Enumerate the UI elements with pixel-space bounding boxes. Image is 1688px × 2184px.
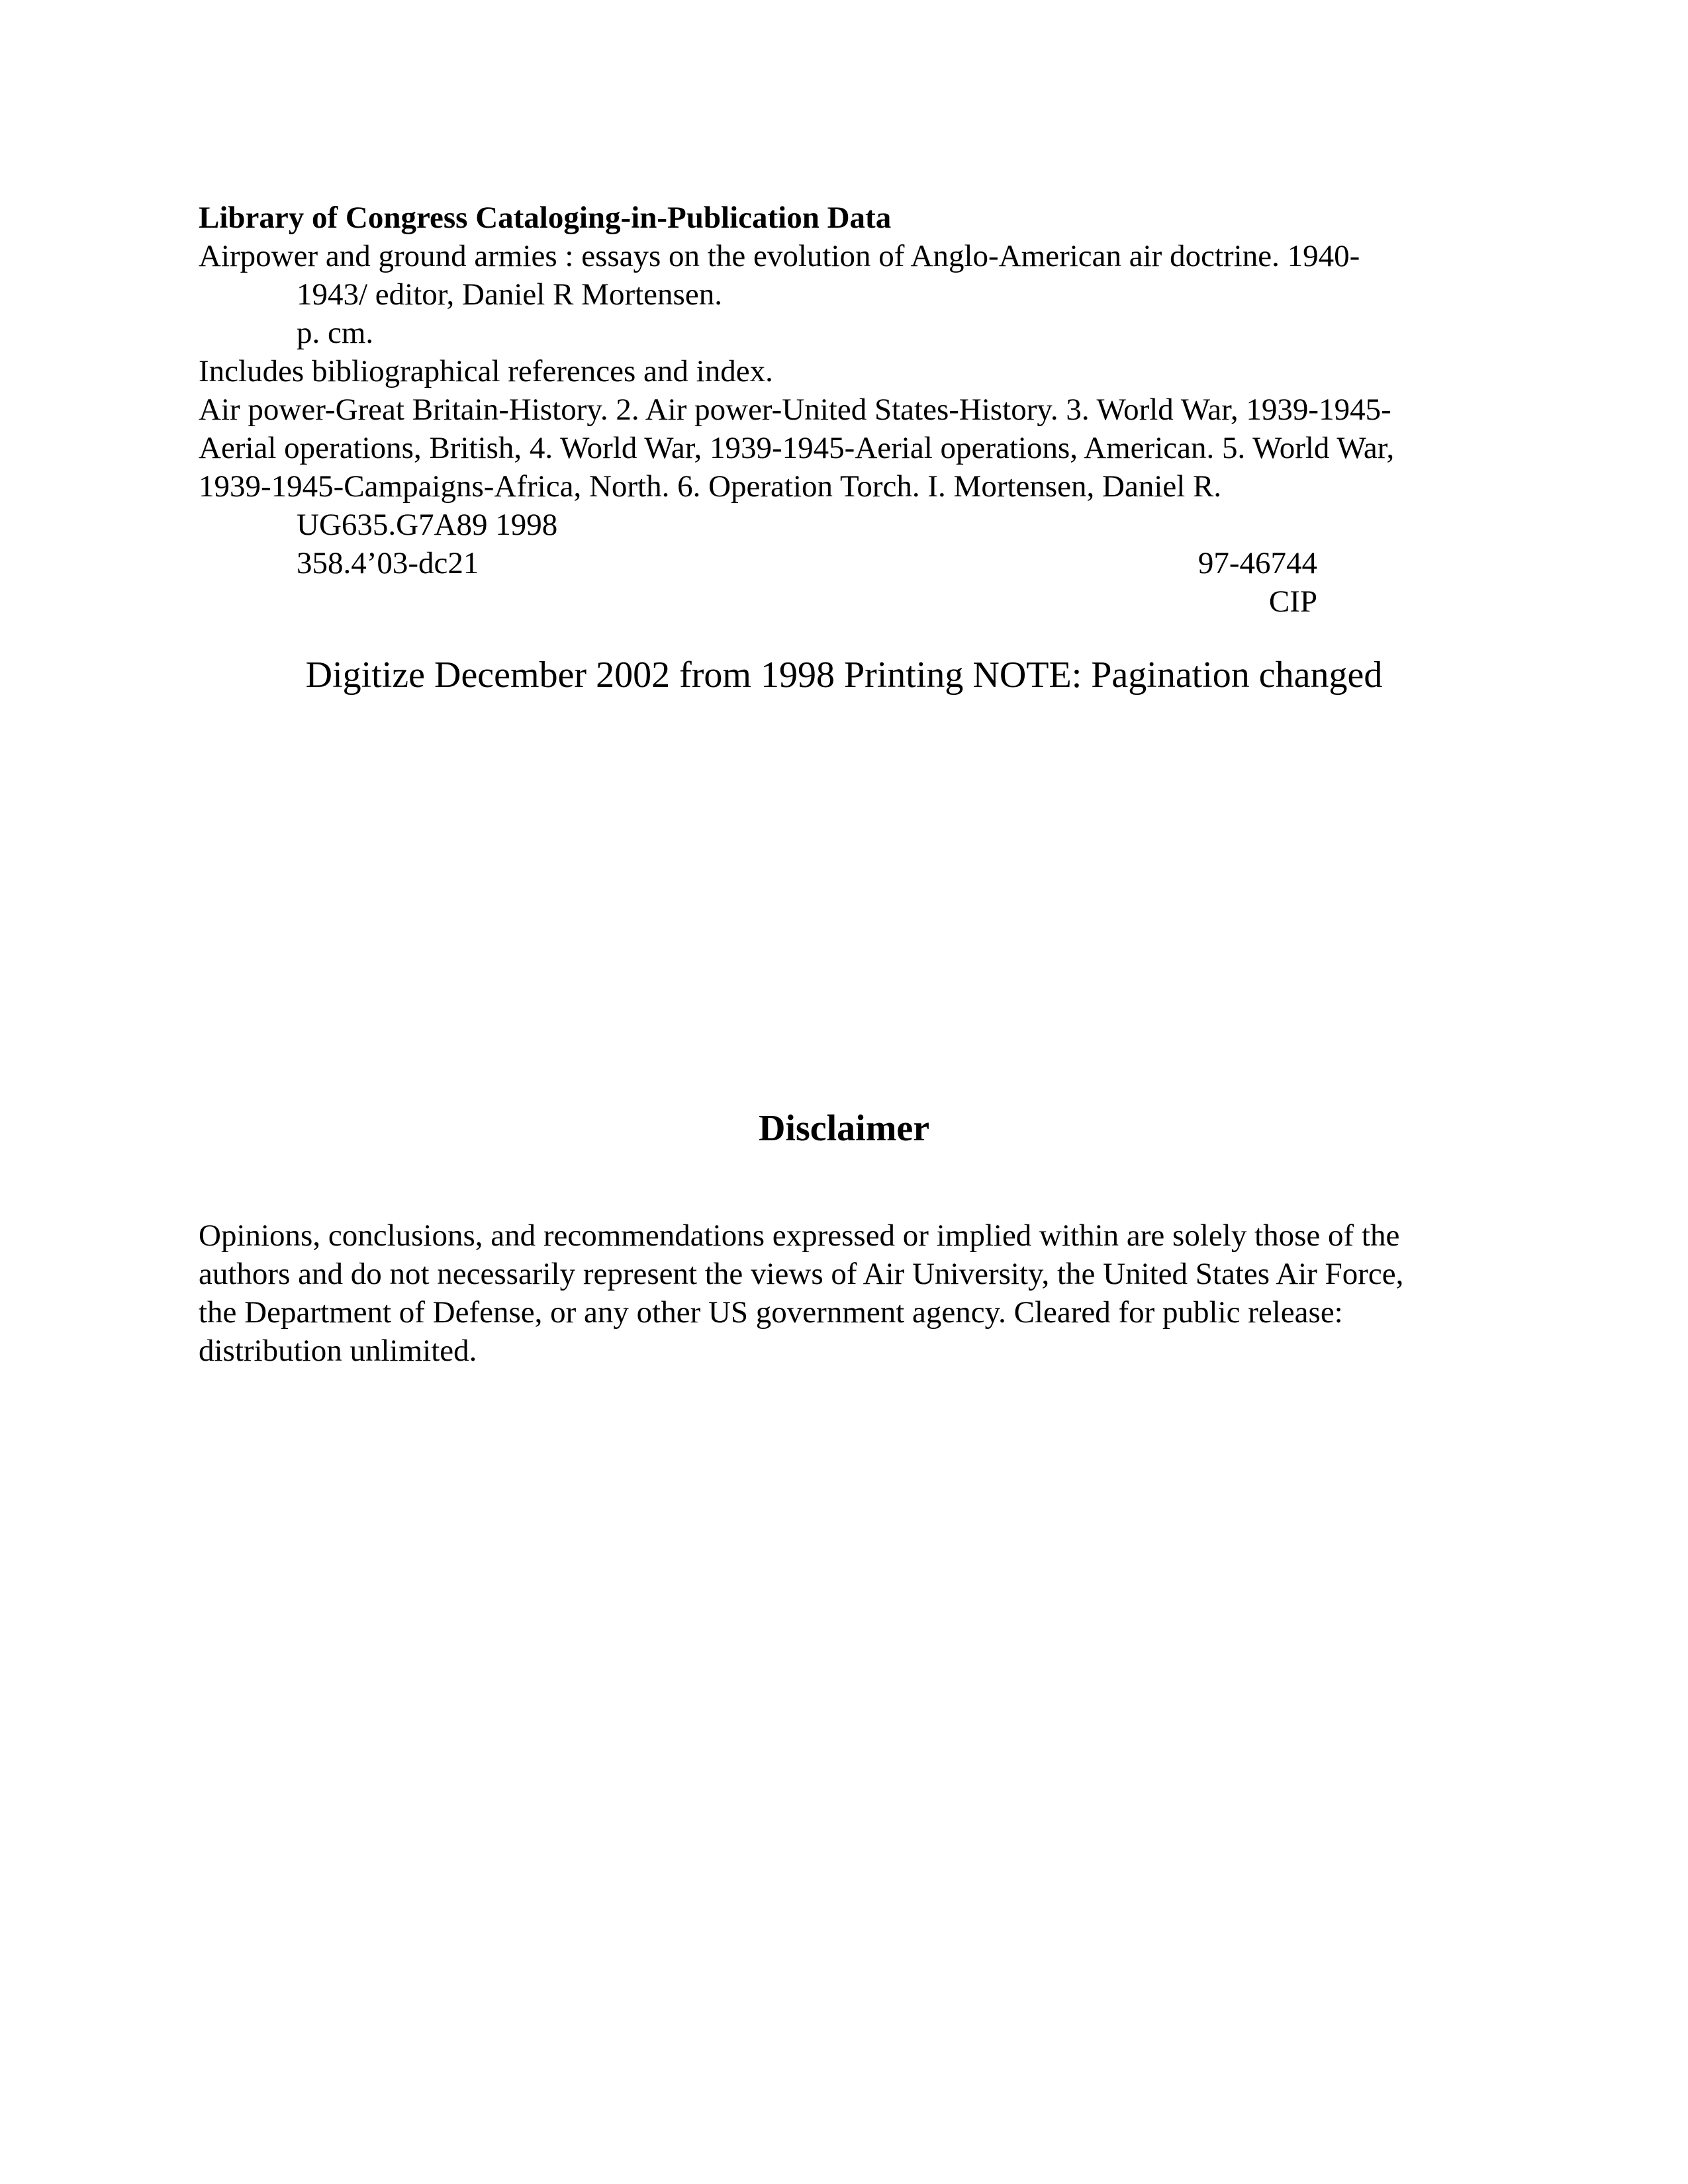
cip-title-line-1: Airpower and ground armies : essays on the evolution of Anglo-American air doctrine. 1940-	[199, 239, 1360, 273]
cip-subjects-line-2: Aerial operations, British, 4. World War, 1939-1945-Aerial operations, American. 5. World War,	[199, 431, 1395, 465]
cip-dewey: 358.4’03-dc21	[297, 546, 479, 580]
disclaimer-line-1: Opinions, conclusions, and recommendations expressed or implied within are solely those of the	[199, 1218, 1400, 1253]
cip-title-line-2: 1943/ editor, Daniel R Mortensen.	[297, 277, 722, 312]
cip-lccn: 97-46744	[1197, 546, 1317, 580]
disclaimer-line-2: authors and do not necessarily represent the views of Air University, the United States Air Force,	[199, 1257, 1404, 1291]
disclaimer-line-4: distribution unlimited.	[199, 1334, 477, 1368]
cip-pcm: p. cm.	[297, 316, 374, 350]
cip-subjects-line-1: Air power-Great Britain-History. 2. Air power-United States-History. 3. World War, 1939-1945-	[199, 392, 1391, 427]
cip-subjects-line-3: 1939-1945-Campaigns-Africa, North. 6. Operation Torch. I. Mortensen, Daniel R.	[199, 469, 1222, 504]
disclaimer-heading: Disclaimer	[758, 1108, 930, 1149]
cip-heading: Library of Congress Cataloging-in-Publication Data	[199, 201, 892, 235]
digitize-note: Digitize December 2002 from 1998 Printing NOTE: Pagination changed	[305, 655, 1383, 696]
cip-call-number: UG635.G7A89 1998	[297, 508, 558, 542]
disclaimer-line-3: the Department of Defense, or any other US government agency. Cleared for public release:	[199, 1295, 1343, 1330]
cip-label: CIP	[1268, 584, 1317, 619]
cip-includes: Includes bibliographical references and index.	[199, 354, 773, 388]
